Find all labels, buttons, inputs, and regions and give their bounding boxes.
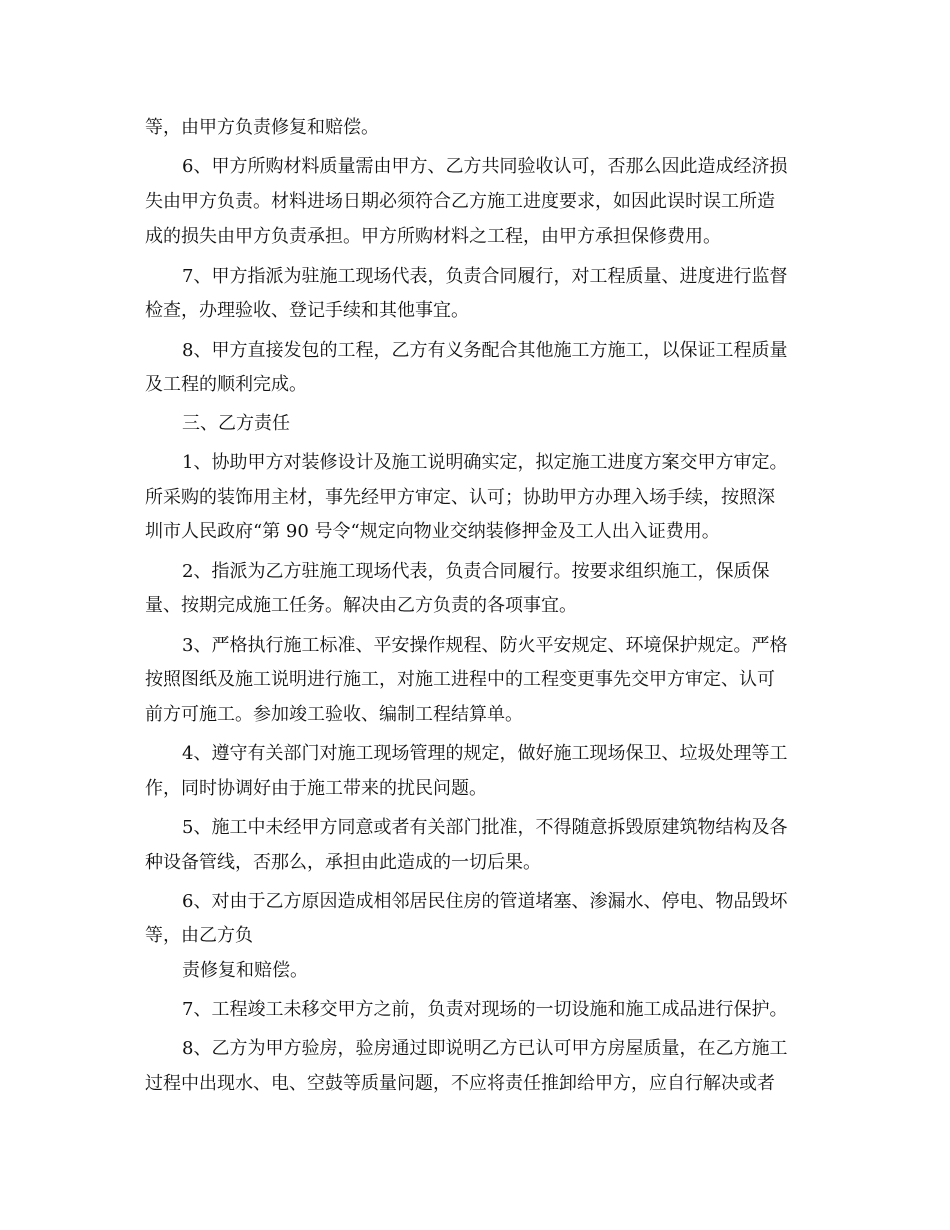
text-line: 6、甲方所购材料质量需由甲方、乙方共同验收认可，否那么因此造成经济损 bbox=[182, 156, 788, 177]
text-line: 前方可施工。参加竣工验收、编制工程结算单。 bbox=[145, 704, 523, 725]
text-line: 检查，办理验收、登记手续和其他事宜。 bbox=[145, 300, 469, 321]
text-line: 8、甲方直接发包的工程，乙方有义务配合其他施工方施工，以保证工程质量 bbox=[182, 340, 788, 361]
text-line: 成的损失由甲方负责承担。甲方所购材料之工程，由甲方承担保修费用。 bbox=[145, 226, 721, 247]
text-line: 作，同时协调好由于施工带来的扰民问题。 bbox=[145, 778, 487, 799]
text-line: 2、指派为乙方驻施工现场代表，负责合同履行。按要求组织施工，保质保 bbox=[182, 561, 770, 582]
text-line: 量、按期完成施工任务。解决由乙方负责的各项事宜。 bbox=[145, 595, 577, 616]
text-line: 3、严格执行施工标准、平安操作规程、防火平安规定、环境保护规定。严格 bbox=[182, 635, 788, 656]
section-heading: 三、乙方责任 bbox=[182, 413, 290, 434]
text-line: 及工程的顺利完成。 bbox=[145, 374, 307, 395]
text-line: 等，由甲方负责修复和赔偿。 bbox=[145, 117, 379, 138]
text-line: 8、乙方为甲方验房，验房通过即说明乙方已认可甲方房屋质量，在乙方施工 bbox=[182, 1038, 788, 1059]
text-line: 4、遵守有关部门对施工现场管理的规定，做好施工现场保卫、垃圾处理等工 bbox=[182, 743, 788, 764]
text-line: 7、甲方指派为驻施工现场代表，负责合同履行，对工程质量、进度进行监督 bbox=[182, 266, 788, 287]
text-line: 5、施工中未经甲方同意或者有关部门批准，不得随意拆毁原建筑物结构及各 bbox=[182, 817, 788, 838]
text-line: 所采购的装饰用主材，事先经甲方审定、认可；协助甲方办理入场手续，按照深 bbox=[145, 487, 775, 508]
text-line: 按照图纸及施工说明进行施工，对施工进程中的工程变更事先交甲方审定、认可 bbox=[145, 669, 775, 690]
text-line: 7、工程竣工未移交甲方之前，负责对现场的一切设施和施工成品进行保护。 bbox=[182, 999, 788, 1020]
text-line: 1、协助甲方对装修设计及施工说明确实定，拟定施工进度方案交甲方审定。 bbox=[182, 452, 788, 473]
text-line: 过程中出现水、电、空鼓等质量问题，不应将责任推卸给甲方，应自行解决或者 bbox=[145, 1073, 775, 1094]
text-line: 等，由乙方负 bbox=[145, 925, 253, 946]
text-line: 6、对由于乙方原因造成相邻居民住房的管道堵塞、渗漏水、停电、物品毁坏 bbox=[182, 891, 788, 912]
text-line: 责修复和赔偿。 bbox=[182, 960, 308, 981]
text-line: 圳市人民政府“第 90 号令“规定向物业交纳装修押金及工人出入证费用。 bbox=[145, 521, 720, 542]
text-line: 种设备管线，否那么，承担由此造成的一切后果。 bbox=[145, 852, 541, 873]
text-line: 失由甲方负责。材料进场日期必须符合乙方施工进度要求，如因此误时误工所造 bbox=[145, 191, 775, 212]
